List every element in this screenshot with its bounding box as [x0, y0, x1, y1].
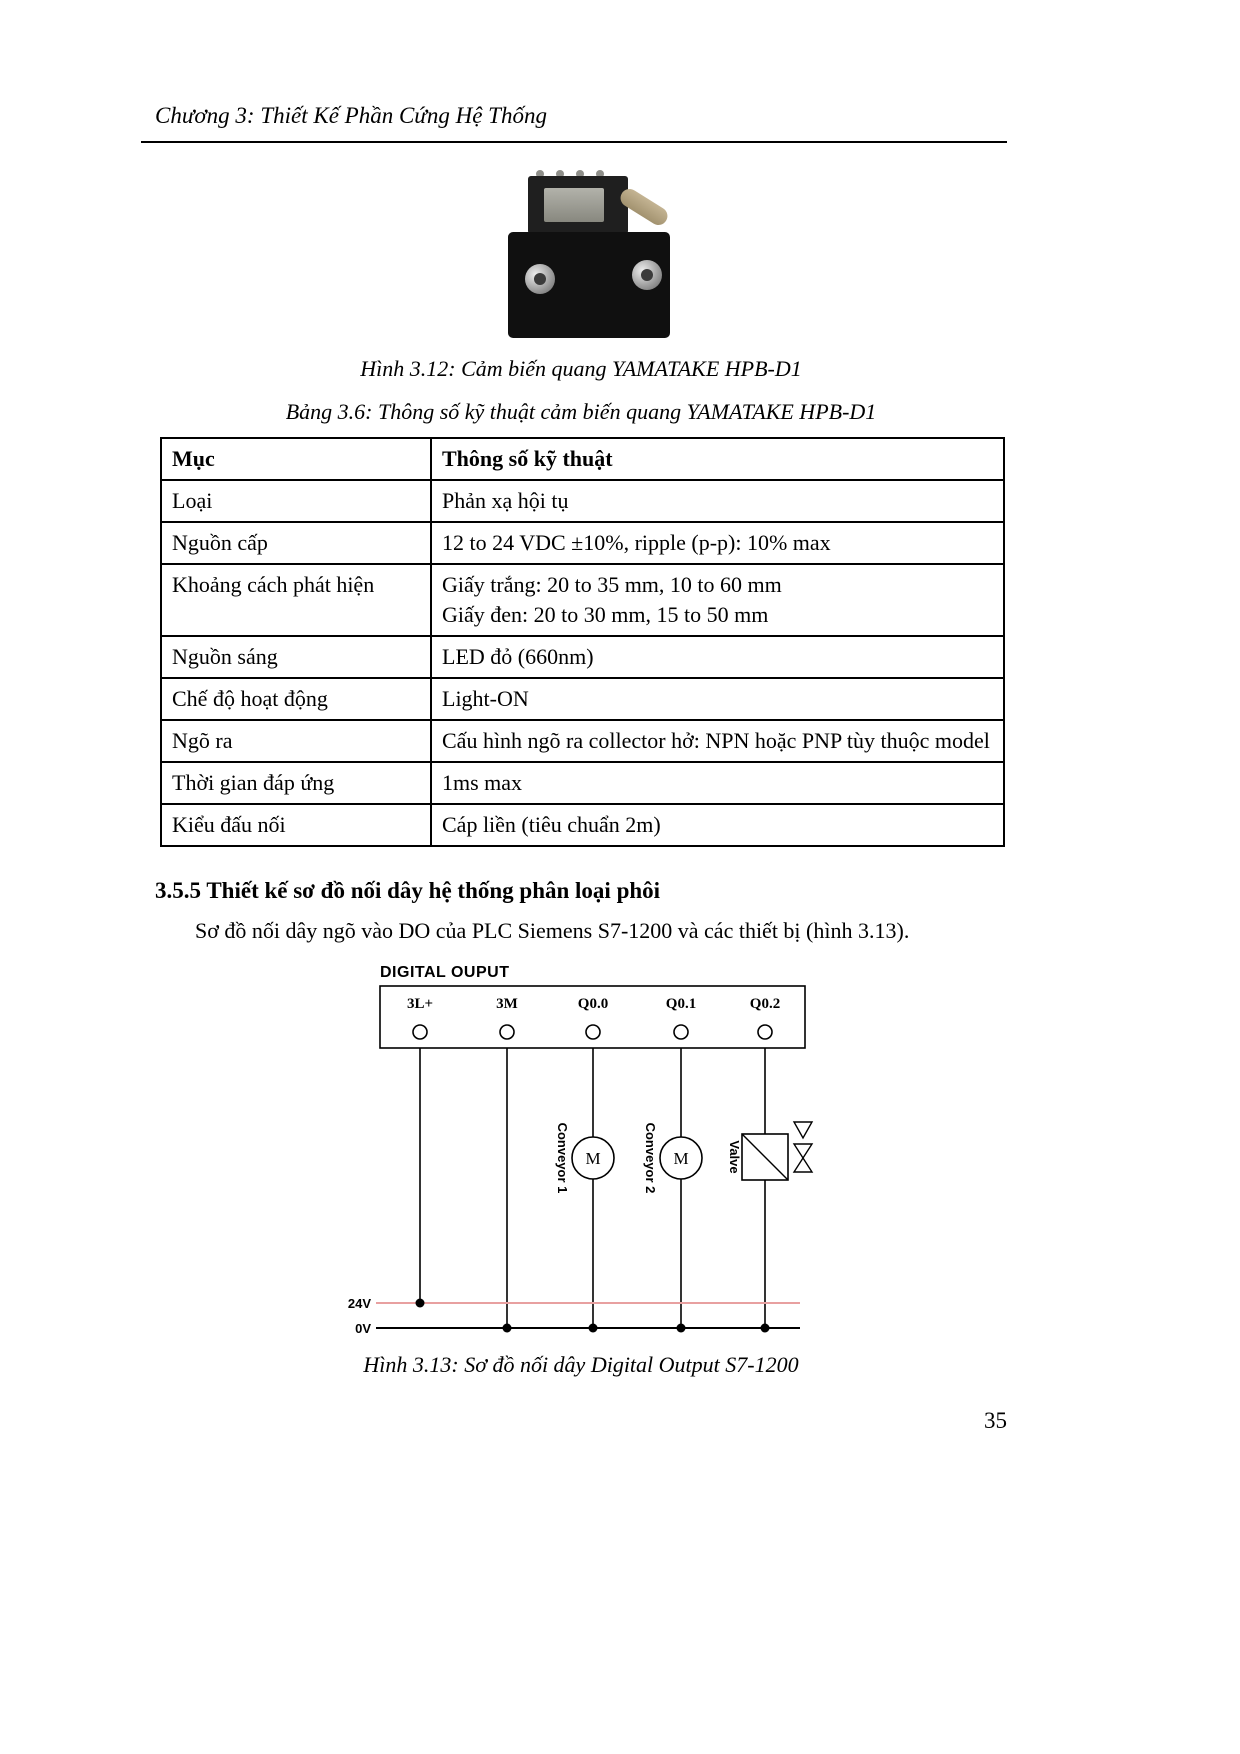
row-label-cell: Nguồn sáng — [161, 636, 431, 678]
value-line: Giấy đen: 20 to 30 mm, 15 to 50 mm — [442, 602, 769, 627]
table-row — [161, 480, 1004, 522]
table-header-row — [161, 438, 1004, 480]
row-label-cell: Ngõ ra — [161, 720, 431, 762]
rail-label-0v: 0V — [355, 1321, 371, 1336]
row-value-cell: Light-ON — [431, 678, 1004, 720]
terminal-circle-q01 — [674, 1025, 688, 1039]
row-label-cell: Loại — [161, 480, 431, 522]
row-value-cell: Cáp liền (tiêu chuẩn 2m) — [431, 804, 1004, 846]
terminal-label-q01: Q0.1 — [665, 996, 697, 1012]
terminal-label-3l: 3L+ — [406, 996, 434, 1012]
section-paragraph: Sơ đồ nối dây ngõ vào DO của PLC Siemens S7-1200 và các thiết bị (hình 3.13). — [195, 918, 910, 943]
sensor-photo — [500, 168, 676, 348]
table-3-6-caption: Bảng 3.6: Thông số kỹ thuật cảm biến quang YAMATAKE HPB-D1 — [285, 399, 877, 424]
table-row — [161, 720, 1004, 762]
junction-dot-0v — [677, 1324, 686, 1333]
device-label-valve: Valve — [727, 1140, 742, 1174]
junction-dot-24v — [416, 1299, 425, 1308]
table-row — [161, 636, 1004, 678]
motor-letter: M — [585, 1149, 601, 1168]
table-row — [161, 522, 1004, 564]
row-label-cell: Chế độ hoạt động — [161, 678, 431, 720]
row-value-cell: 12 to 24 VDC ±10%, ripple (p-p): 10% max — [431, 522, 1004, 564]
row-label-cell: Kiểu đấu nối — [161, 804, 431, 846]
motor-letter: M — [673, 1149, 689, 1168]
terminal-label-q02: Q0.2 — [749, 996, 781, 1012]
table-row — [161, 762, 1004, 804]
terminal-label-3m: 3M — [496, 996, 518, 1012]
row-label-cell: Thời gian đáp ứng — [161, 762, 431, 804]
terminal-circle-q02 — [758, 1025, 772, 1039]
table-row — [161, 804, 1004, 846]
table-row — [161, 564, 1004, 636]
col-header-muc: Mục — [161, 438, 431, 480]
sensor-label-plate — [544, 188, 604, 222]
device-label-conveyor1: Conveyor 1 — [555, 1122, 570, 1194]
diagram-title: DIGITAL OUPUT — [380, 964, 510, 981]
col-header-thongso: Thông số kỹ thuật — [431, 438, 1004, 480]
junction-dot-0v — [589, 1324, 598, 1333]
screw-center — [641, 269, 653, 281]
figure-3-12-caption: Hình 3.12: Cảm biến quang YAMATAKE HPB-D1 — [360, 356, 802, 381]
valve-bowtie-bottom — [794, 1158, 812, 1172]
spec-table — [160, 437, 1005, 847]
device-label-conveyor2: Conveyor 2 — [643, 1122, 658, 1194]
terminal-label-q00: Q0.0 — [577, 996, 609, 1012]
section-heading: 3.5.5 Thiết kế sơ đồ nối dây hệ thống phân loại phôi — [155, 878, 661, 903]
screw-center — [534, 273, 546, 285]
row-label-cell: Nguồn cấp — [161, 522, 431, 564]
row-value-cell — [431, 564, 1004, 636]
terminal-circle-3l — [413, 1025, 427, 1039]
row-value-cell: 1ms max — [431, 762, 1004, 804]
chapter-header: Chương 3: Thiết Kế Phần Cứng Hệ Thống — [155, 103, 547, 128]
junction-dot-0v — [503, 1324, 512, 1333]
valve-bowtie-top — [794, 1144, 812, 1158]
rail-label-24v: 24V — [347, 1296, 371, 1311]
page-number: 35 — [984, 1408, 1007, 1433]
sensor-screw-left — [525, 264, 555, 294]
terminal-circle-3m — [500, 1025, 514, 1039]
wiring-diagram — [330, 950, 850, 1350]
header-rule — [141, 141, 1007, 143]
value-line: Giấy trắng: 20 to 35 mm, 10 to 60 mm — [442, 572, 782, 597]
row-value-cell: Cấu hình ngõ ra collector hở: NPN hoặc PNP tùy thuộc model — [431, 720, 1004, 762]
sensor-screw-right — [632, 260, 662, 290]
figure-3-13-caption: Hình 3.13: Sơ đồ nối dây Digital Output S7-1200 — [363, 1352, 799, 1377]
table-row — [161, 678, 1004, 720]
terminal-circle-q00 — [586, 1025, 600, 1039]
row-value-cell: Phản xạ hội tụ — [431, 480, 1004, 522]
junction-dot-0v — [761, 1324, 770, 1333]
row-value-cell: LED đỏ (660nm) — [431, 636, 1004, 678]
row-label-cell: Khoảng cách phát hiện — [161, 564, 431, 636]
valve-arrow-top — [794, 1122, 812, 1138]
